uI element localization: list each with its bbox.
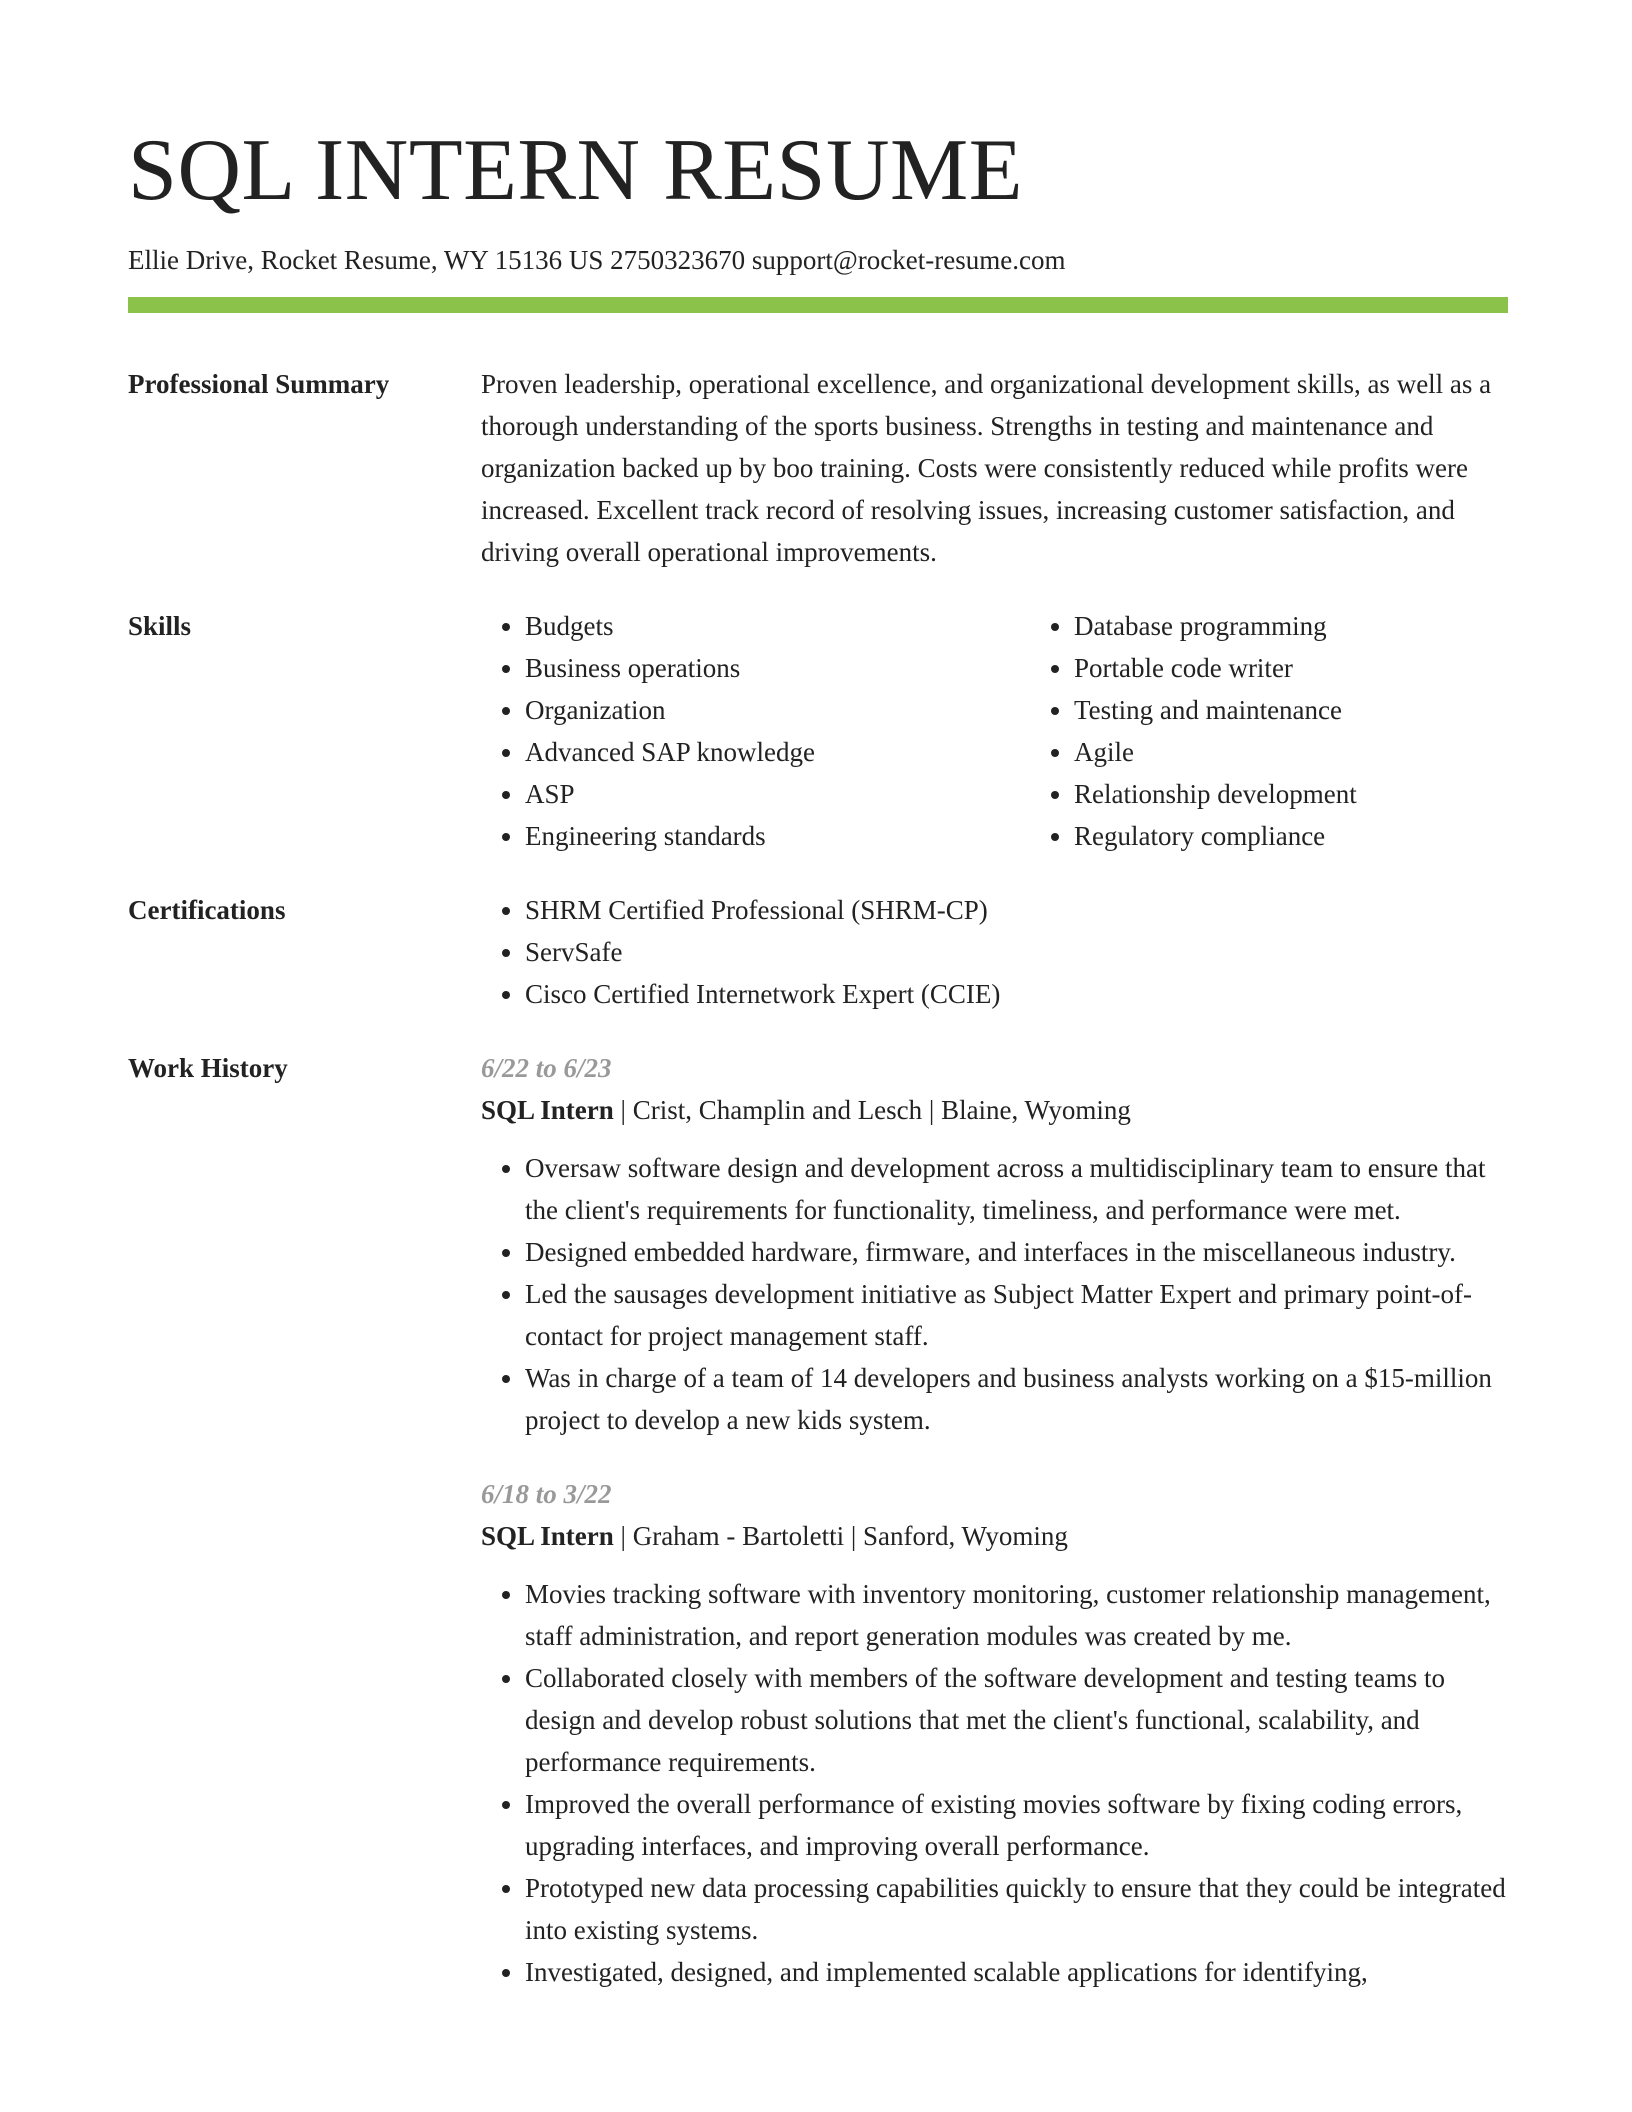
- skill-item: • Relationship development: [1074, 773, 1579, 815]
- skill-item: • Database programming: [1074, 605, 1579, 647]
- job-bullet: • Collaborated closely with members of the software development and testing teams to design and develop robust solutions that met the client's functional, scalability, and performance requirements.: [525, 1657, 1508, 1783]
- work-history-section: [128, 1047, 1508, 1993]
- skills-section: [128, 605, 1508, 857]
- skill-item: • Portable code writer: [1074, 647, 1579, 689]
- certifications-body: [481, 889, 1508, 1015]
- job-bullets: [481, 1147, 1508, 1441]
- skill-item: • Advanced SAP knowledge: [525, 731, 1030, 773]
- skill-item: • Regulatory compliance: [1074, 815, 1579, 857]
- job-bullet: • Designed embedded hardware, firmware, and interfaces in the miscellaneous industry.: [525, 1231, 1508, 1273]
- job-employer-location: | Crist, Champlin and Lesch | Blaine, Wyoming: [613, 1095, 1131, 1125]
- header-divider: [128, 297, 1508, 313]
- job-bullet: • Prototyped new data processing capabilities quickly to ensure that they could be integrated into existing systems.: [525, 1867, 1508, 1951]
- certifications-heading: Certifications: [128, 895, 286, 925]
- certification-item: • Cisco Certified Internetwork Expert (CCIE): [525, 973, 1508, 1015]
- job-bullet: • Improved the overall performance of existing movies software by fixing coding errors, upgrading interfaces, and improving overall performance.: [525, 1783, 1508, 1867]
- job-employer-location: | Graham - Bartoletti | Sanford, Wyoming: [613, 1521, 1068, 1551]
- skills-list-left: [481, 605, 1030, 857]
- certification-item: • ServSafe: [525, 931, 1508, 973]
- job-bullet: • Led the sausages development initiative as Subject Matter Expert and primary point-of-contact for project management staff.: [525, 1273, 1508, 1357]
- contact-info: Ellie Drive, Rocket Resume, WY 15136 US 2750323670 support@rocket-resume.com: [128, 245, 1066, 275]
- job-dates: 6/22 to 6/23: [481, 1053, 612, 1083]
- resume-page: [128, 0, 1508, 1993]
- resume-title: SQL INTERN RESUME: [128, 122, 1024, 219]
- skill-item: • Organization: [525, 689, 1030, 731]
- skill-item: • ASP: [525, 773, 1030, 815]
- job-entry: [481, 1473, 1508, 1993]
- skills-columns: [481, 605, 1579, 857]
- certification-item: • SHRM Certified Professional (SHRM-CP): [525, 889, 1508, 931]
- job-dates: 6/18 to 3/22: [481, 1479, 612, 1509]
- skill-item: • Budgets: [525, 605, 1030, 647]
- skill-item: • Agile: [1074, 731, 1579, 773]
- job-title: SQL Intern: [481, 1521, 614, 1551]
- job-title: SQL Intern: [481, 1095, 614, 1125]
- skills-list-right: [1030, 605, 1579, 857]
- certifications-list: [481, 889, 1508, 1015]
- job-title-line: [481, 1515, 1508, 1557]
- summary-heading: Professional Summary: [128, 369, 390, 399]
- work-history-body: [481, 1047, 1508, 1993]
- skill-item: • Business operations: [525, 647, 1030, 689]
- job-bullet: • Movies tracking software with inventory monitoring, customer relationship management, staff administration, and report generation modules was created by me.: [525, 1573, 1508, 1657]
- certifications-section: [128, 889, 1508, 1015]
- job-bullets: [481, 1573, 1508, 1993]
- job-bullet: • Oversaw software design and development across a multidisciplinary team to ensure that the client's requirements for functionality, timeliness, and performance were met.: [525, 1147, 1508, 1231]
- summary-text: Proven leadership, operational excellence, and organizational development skills, as well as a thorough understanding of the sports business. Strengths in testing and maintenance and organization backed up by boo training. Costs were consistently reduced while profits were increased. Excellent track record of resolving issues, increasing customer satisfaction, and driving overall operational improvements.: [481, 369, 1492, 567]
- skill-item: • Testing and maintenance: [1074, 689, 1579, 731]
- summary-section: [128, 363, 1508, 573]
- job-bullet: • Was in charge of a team of 14 developers and business analysts working on a $15-million project to develop a new kids system.: [525, 1357, 1508, 1441]
- skills-heading: Skills: [128, 611, 192, 641]
- job-title-line: [481, 1089, 1508, 1131]
- job-entry: [481, 1047, 1508, 1441]
- skill-item: • Engineering standards: [525, 815, 1030, 857]
- job-bullet: • Investigated, designed, and implemented scalable applications for identifying,: [525, 1951, 1508, 1993]
- work-history-heading: Work History: [128, 1053, 288, 1083]
